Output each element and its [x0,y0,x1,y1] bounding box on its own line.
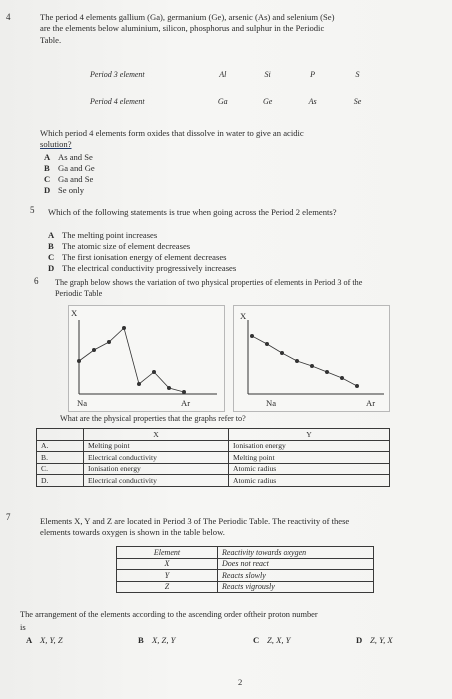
q7-row-element: Y [117,570,218,582]
q6-table-row[interactable] [37,475,390,487]
q5-option-letter: A [48,230,55,240]
graph-right-point [340,376,344,380]
graph-left-point [122,326,126,330]
graph-left-point [107,340,111,344]
q6-header-y: Y [229,429,390,441]
q6-row-y: Atomic radius [229,475,390,487]
q4-row1-label: Period 3 element [90,69,145,79]
q5-number: 5 [30,205,35,215]
q4-row1-value: S [355,69,360,79]
q7-option[interactable] [356,635,393,645]
q4-option[interactable] [44,152,93,162]
graph-right-point [355,384,359,388]
q6-row-x: Electrical conductivity [84,452,229,464]
q5-option[interactable] [48,263,236,273]
q6-row-letter: C. [37,463,84,475]
q7-row-element: Z [117,581,218,593]
q6-table-row[interactable] [37,440,390,452]
graph-right-point [295,359,299,363]
q4-option-text: Ga and Ge [58,163,95,173]
q4-option-text: As and Se [58,152,93,162]
q4-stem-line3: Table. [40,35,62,45]
graph-left-point [137,382,141,386]
q6-stem-line1: The graph below shows the variation of two physical properties of elements in Period 3 of the [55,278,363,287]
q6-header-x: X [84,429,229,441]
q4-row2-value: Ga [217,96,228,106]
q6-number: 6 [34,276,39,286]
q7-table-row [117,570,374,582]
q4-option-text: Ga and Se [58,174,94,184]
q7-row-reactivity: Reacts slowly [218,570,374,582]
q7-option[interactable] [138,635,175,645]
q5-option-letter: C [48,252,55,262]
q5-question: Which of the following statements is true when going across the Period 2 elements? [48,207,337,217]
q5-option[interactable] [48,241,190,251]
q6-row-letter: D. [37,475,84,487]
graph-left-frame [68,305,225,412]
q7-header-reactivity: Reactivity towards oxygen [218,547,374,559]
graph-right-frame [233,305,390,412]
q7-option-letter: D [356,635,363,645]
q7-row-reactivity: Reacts vigrously [218,581,374,593]
q7-question-line1: The arrangement of the elements according to the ascending order oftheir proton number [20,610,318,619]
q5-option-text: The melting point increases [62,230,158,240]
q6-question: What are the physical properties that the graphs refer to? [60,414,246,423]
q4-option-letter: A [44,152,51,162]
graph-left [69,306,224,411]
graph-left-x-start: Na [77,398,88,408]
graph-left-x-end: Ar [181,398,191,408]
q7-option-letter: A [26,635,33,645]
graph-right-x-start: Na [266,398,277,408]
page-number: 2 [238,677,243,687]
q4-question-line2: solution? [40,139,72,149]
q4-option-letter: C [44,174,51,184]
q7-header-element: Element [117,547,218,559]
graph-left-point [152,370,156,374]
q4-row1-value: P [310,69,316,79]
q6-row-letter: A. [37,440,84,452]
q4-option-letter: D [44,185,51,195]
q5-option-text: The first ionisation energy of element decreases [62,252,227,262]
q4-question-line1: Which period 4 elements form oxides that dissolve in water to give an acidic [40,128,304,138]
graph-right-y-label: X [240,311,247,321]
q4-number: 4 [6,12,11,22]
q6-row-y: Atomic radius [229,463,390,475]
graph-right-x-end: Ar [366,398,376,408]
graph-right-point [280,351,284,355]
q5-option-text: The atomic size of element decreases [62,241,191,251]
q4-stem-line1: The period 4 elements gallium (Ga), germanium (Ge), arsenic (As) and selenium (Se) [40,12,335,22]
q6-options-table [36,428,390,487]
q5-option[interactable] [48,230,157,240]
q5-option-letter: D [48,263,55,273]
graph-right [234,306,389,411]
q6-table-row[interactable] [37,463,390,475]
q7-option-text: X, Y, Z [40,635,63,645]
graph-left-point [92,348,96,352]
q7-table-header [117,547,374,559]
q7-table-row [117,558,374,570]
graph-left-line [79,328,184,392]
q7-option[interactable] [253,635,290,645]
graph-left-point [182,390,186,394]
q4-option-text: Se only [58,185,85,195]
q7-option-letter: C [253,635,260,645]
q6-stem-line2: Periodic Table [55,289,103,298]
graph-right-point [310,364,314,368]
q5-option-text: The electrical conductivity progressively increases [62,263,237,273]
graph-right-point [250,334,254,338]
q4-option[interactable] [44,163,95,173]
q4-option[interactable] [44,185,84,195]
q4-row-period4 [90,91,380,111]
q6-row-x: Ionisation energy [84,463,229,475]
q6-row-x: Electrical conductivity [84,475,229,487]
q6-table-row[interactable] [37,452,390,464]
graph-left-point [77,359,81,363]
q4-row2-value: Ge [263,96,273,106]
q7-option-text: X, Z, Y [152,635,176,645]
q7-row-reactivity: Does not react [218,558,374,570]
graph-right-point [265,342,269,346]
q7-row-element: X [117,558,218,570]
q4-row1-value: Al [219,69,227,79]
q6-row-y: Ionisation energy [229,440,390,452]
graph-left-y-label: X [71,308,78,318]
q7-option[interactable] [26,635,63,645]
q4-row2-label: Period 4 element [90,96,145,106]
q6-row-letter: B. [37,452,84,464]
q7-stem-line1: Elements X, Y and Z are located in Period 3 of The Periodic Table. The reactivity of these [40,516,350,526]
q7-question-line2: is [20,622,26,632]
q4-row2-value: As [308,96,317,106]
q4-row2-value: Se [353,96,362,106]
q4-option-letter: B [44,163,50,173]
q7-option-text: Z, Y, X [370,635,393,645]
q7-table-row [117,581,374,593]
q4-elements-table [90,64,380,111]
q7-stem-line2: elements towards oxygen is shown in the table below. [40,527,225,537]
q6-row-x: Melting point [84,440,229,452]
q7-option-letter: B [138,635,144,645]
q4-stem-line2: are the elements below aluminium, silicon, phosphorus and sulphur in the Periodic [40,23,325,33]
q6-table-header [37,429,390,441]
q4-option[interactable] [44,174,93,184]
graph-left-point [167,386,171,390]
q4-row-period3 [90,64,380,84]
q6-row-y: Melting point [229,452,390,464]
q7-number: 7 [6,512,11,522]
q7-option-text: Z, X, Y [267,635,291,645]
graph-right-point [325,370,329,374]
q5-option[interactable] [48,252,227,262]
q5-option-letter: B [48,241,54,251]
q7-reactivity-table [116,546,374,593]
q4-row1-value: Si [264,69,271,79]
